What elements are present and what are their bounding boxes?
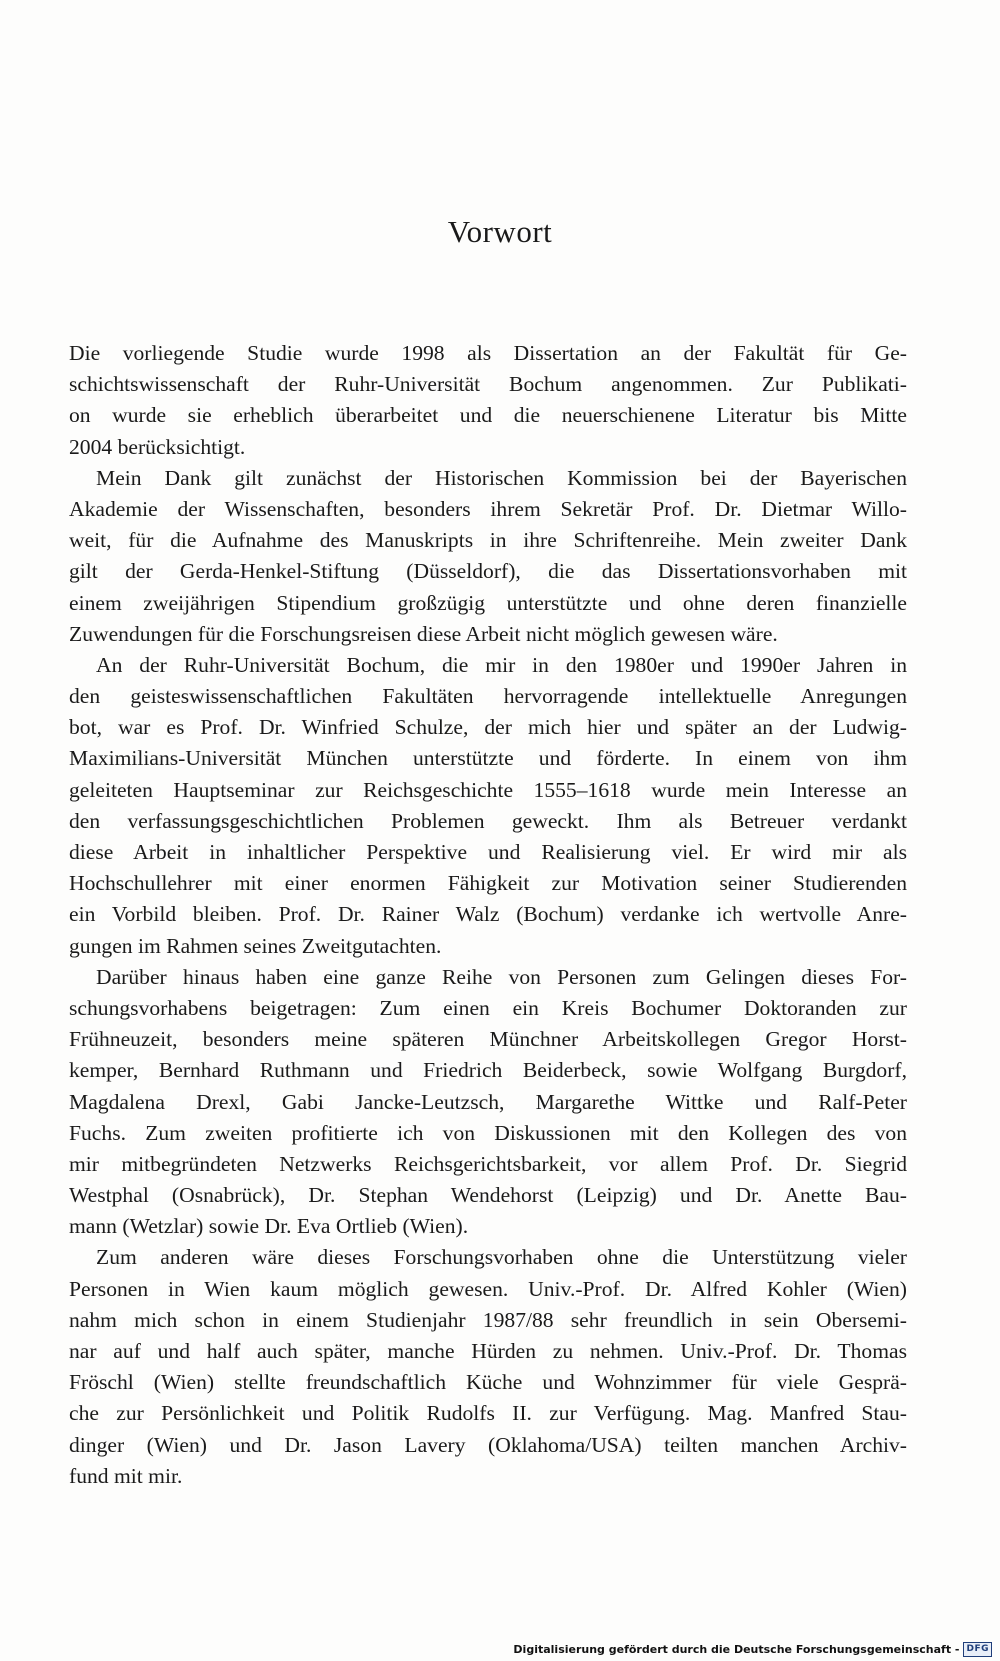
text-line: Personen in Wien kaum möglich gewesen. Univ.-Prof. Dr. Alfred Kohler (Wien) xyxy=(69,1276,907,1301)
text-line: schungsvorhabens beigetragen: Zum einen ein Kreis Bochumer Doktoranden zur xyxy=(69,995,907,1020)
text-line: den verfassungsgeschichtlichen Problemen geweckt. Ihm als Betreuer verdankt xyxy=(69,808,907,833)
text-line: An der Ruhr-Universität Bochum, die mir in den 1980er und 1990er Jahren in xyxy=(96,652,907,677)
text-line: 2004 berücksichtigt. xyxy=(69,434,246,459)
footer-text: Digitalisierung gefördert durch die Deutsche Forschungsgemeinschaft - xyxy=(513,1642,960,1656)
text-line: nar auf und half auch später, manche Hürden zu nehmen. Univ.-Prof. Dr. Thomas xyxy=(69,1339,907,1363)
text-line: Frühneuzeit, besonders meine späteren Münchner Arbeitskollegen Gregor Horst- xyxy=(69,1027,907,1052)
paragraph-5 xyxy=(69,1242,907,1492)
text-line: on wurde sie erheblich überarbeitet und die neuerschienene Literatur bis Mitte xyxy=(69,403,907,428)
text-line: weit, für die Aufnahme des Manuskripts in ihre Schriftenreihe. Mein zweiter Dank xyxy=(69,528,907,553)
text-line: Akademie der Wissenschaften, besonders ihrem Sekretär Prof. Dr. Dietmar Willo- xyxy=(69,496,907,521)
text-line: Magdalena Drexl, Gabi Jancke-Leutzsch, Margarethe Wittke und Ralf-Peter xyxy=(69,1089,907,1114)
text-line: bot, war es Prof. Dr. Winfried Schulze, der mich hier und später an der Ludwig- xyxy=(69,715,907,740)
text-line: kemper, Bernhard Ruthmann und Friedrich Beiderbeck, sowie Wolfgang Burgdorf, xyxy=(69,1058,907,1083)
text-line: mann (Wetzlar) sowie Dr. Eva Ortlieb (Wien). xyxy=(69,1214,469,1239)
text-line: Zum anderen wäre dieses Forschungsvorhaben ohne die Unterstützung vieler xyxy=(96,1245,907,1270)
text-line: Fröschl (Wien) stellte freundschaftlich Küche und Wohnzimmer für viele Gesprä- xyxy=(69,1370,907,1395)
text-line: ein Vorbild bleiben. Prof. Dr. Rainer Walz (Bochum) verdanke ich wertvolle Anre- xyxy=(69,902,907,927)
paragraph-2 xyxy=(69,463,907,650)
paragraph-1 xyxy=(69,338,907,463)
text-line: schichtswissenschaft der Ruhr-Universität Bochum angenommen. Zur Publikati- xyxy=(69,372,907,397)
text-line: che zur Persönlichkeit und Politik Rudolfs II. zur Verfügung. Mag. Manfred Stau- xyxy=(69,1401,907,1426)
text-line: diese Arbeit in inhaltlicher Perspektive und Realisierung viel. Er wird mir als xyxy=(69,840,907,864)
dfg-logo-icon: DFG xyxy=(963,1642,992,1657)
text-line: Westphal (Osnabrück), Dr. Stephan Wendehorst (Leipzig) und Dr. Anette Bau- xyxy=(69,1183,907,1208)
text-line: gungen im Rahmen seines Zweitgutachten. xyxy=(69,933,442,958)
text-line: Fuchs. Zum zweiten profitierte ich von Diskussionen mit den Kollegen des von xyxy=(69,1120,907,1145)
paragraph-4 xyxy=(69,962,907,1243)
body-text xyxy=(69,338,907,1492)
digitization-credit xyxy=(513,1641,992,1657)
page-title: Vorwort xyxy=(447,214,553,249)
text-line: den geisteswissenschaftlichen Fakultäten hervorragende intellektuelle Anregungen xyxy=(69,684,907,709)
text-line: Hochschullehrer mit einer enormen Fähigkeit zur Motivation seiner Studierenden xyxy=(69,871,907,896)
text-line: Mein Dank gilt zunächst der Historischen Kommission bei der Bayerischen xyxy=(96,465,907,490)
text-line: geleiteten Hauptseminar zur Reichsgeschichte 1555–1618 wurde mein Interesse an xyxy=(69,777,907,802)
text-line: Die vorliegende Studie wurde 1998 als Dissertation an der Fakultät für Ge- xyxy=(69,341,907,365)
text-line: Maximilians-Universität München unterstützte und förderte. In einem von ihm xyxy=(69,746,907,771)
text-line: Zuwendungen für die Forschungsreisen diese Arbeit nicht möglich gewesen wäre. xyxy=(69,621,778,646)
text-line: nahm mich schon in einem Studienjahr 1987/88 sehr freundlich in sein Obersemi- xyxy=(69,1307,907,1332)
text-line: Darüber hinaus haben eine ganze Reihe von Personen zum Gelingen dieses For- xyxy=(96,964,907,989)
text-line: einem zweijährigen Stipendium großzügig unterstützte und ohne deren finanzielle xyxy=(69,590,907,615)
text-line: dinger (Wien) und Dr. Jason Lavery (Oklahoma/USA) teilten manchen Archiv- xyxy=(69,1432,907,1457)
text-line: fund mit mir. xyxy=(69,1463,183,1488)
text-line: gilt der Gerda-Henkel-Stiftung (Düsseldorf), die das Dissertationsvorhaben mit xyxy=(69,559,907,584)
text-line: mir mitbegründeten Netzwerks Reichsgerichtsbarkeit, vor allem Prof. Dr. Siegrid xyxy=(69,1151,907,1176)
paragraph-3 xyxy=(69,650,907,962)
